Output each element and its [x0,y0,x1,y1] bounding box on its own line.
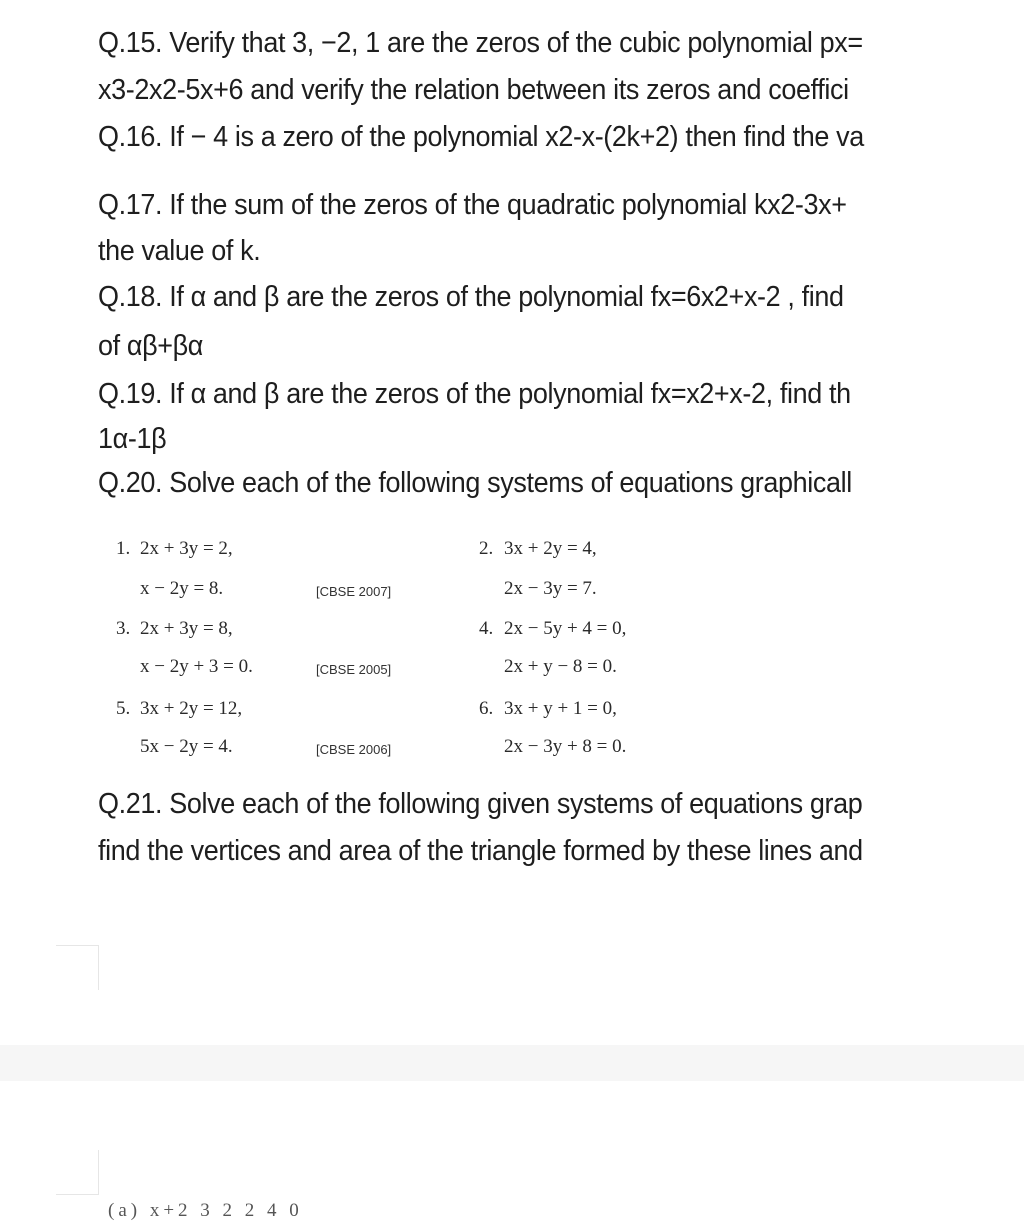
q21-line2: find the vertices and area of the triangle formed by these lines and [98,835,863,867]
system-5-eq1: 3x + 2y = 12, [140,698,243,719]
system-6-eq2: 2x − 3y + 8 = 0. [504,736,627,757]
q21-line1: Q.21. Solve each of the following given systems of equations grap [98,788,863,820]
system-3-source: [CBSE 2005] [316,662,392,677]
system-3-number: 3. [116,618,131,639]
q20-line1: Q.20. Solve each of the following systems of equations graphicall [98,467,852,499]
system-6-number: 6. [479,698,494,719]
q18-line1: Q.18. If α and β are the zeros of the polynomial fx=6x2+x-2 , find [98,281,844,313]
q15-line1: Q.15. Verify that 3, −2, 1 are the zeros of the cubic polynomial px= [98,27,863,59]
q16-line1: Q.16. If − 4 is a zero of the polynomial x2-x-(2k+2) then find the va [98,121,864,153]
system-4-number: 4. [479,618,494,639]
page-corner-mark-bottom [56,1150,99,1195]
system-4-eq2: 2x + y − 8 = 0. [504,656,617,677]
cutoff-text: (a) x+2 3 2 2 4 0 [108,1200,303,1221]
system-2-number: 2. [479,538,494,559]
page-separator-band [0,1045,1024,1081]
system-5-number: 5. [116,698,131,719]
system-5-eq2: 5x − 2y = 4. [140,736,233,757]
system-1-eq2: x − 2y = 8. [140,578,224,599]
q19-line1: Q.19. If α and β are the zeros of the polynomial fx=x2+x-2, find th [98,378,851,410]
system-4-eq1: 2x − 5y + 4 = 0, [504,618,627,639]
q17-line1: Q.17. If the sum of the zeros of the quadratic polynomial kx2-3x+ [98,189,847,221]
q17-line2: the value of k. [98,235,261,267]
system-3-eq1: 2x + 3y = 8, [140,618,233,639]
q18-line2: of αβ+βα [98,330,203,362]
system-2-eq2: 2x − 3y = 7. [504,578,597,599]
system-1-eq1: 2x + 3y = 2, [140,538,233,559]
system-6-eq1: 3x + y + 1 = 0, [504,698,617,719]
system-3-eq2: x − 2y + 3 = 0. [140,656,253,677]
q19-line2: 1α-1β [98,423,167,455]
system-1-number: 1. [116,538,131,559]
system-5-source: [CBSE 2006] [316,742,392,757]
system-1-source: [CBSE 2007] [316,584,392,599]
system-2-eq1: 3x + 2y = 4, [504,538,597,559]
q15-line2: x3-2x2-5x+6 and verify the relation between its zeros and coeffici [98,74,849,106]
page-corner-mark-top [56,945,99,990]
